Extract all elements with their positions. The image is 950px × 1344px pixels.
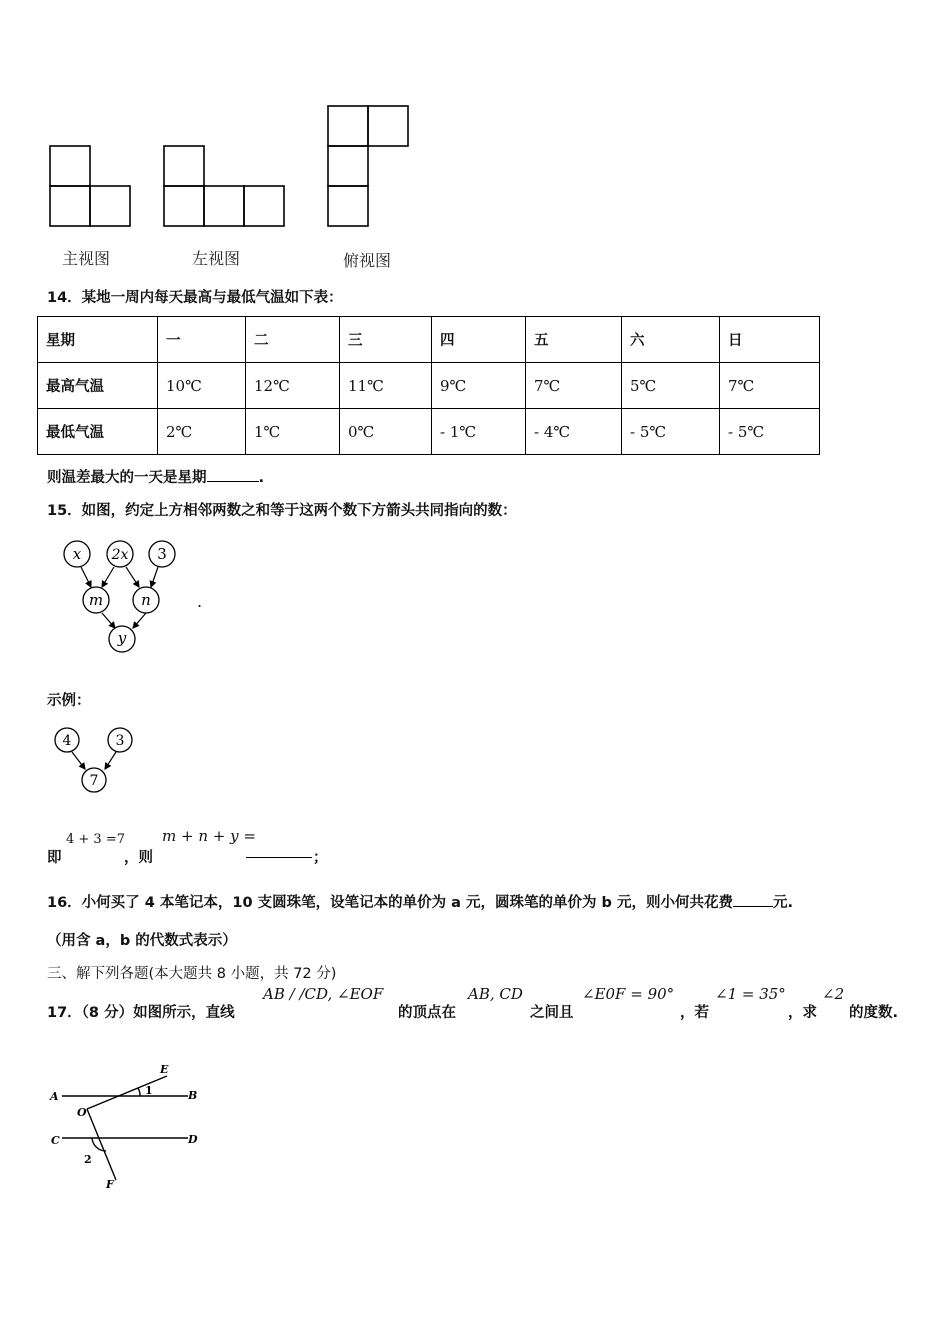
table-cell: 1℃ xyxy=(246,409,340,455)
table-cell: 5℃ xyxy=(622,363,720,409)
top-view-square xyxy=(328,146,368,186)
table-header-row xyxy=(38,317,820,363)
example-node-7: 7 xyxy=(89,773,99,789)
q17-math-angle-eof: ∠E0F = 90° xyxy=(582,985,675,1003)
q17-math-angle2: ∠2 xyxy=(822,985,845,1003)
q16-note: （用含 a，b 的代数式表示） xyxy=(47,933,237,949)
node-x: x xyxy=(72,545,82,563)
section-title: 三、解下列各题(本大题共 8 小题，共 72 分) xyxy=(47,966,337,982)
q15-ze: ，则 xyxy=(124,850,153,866)
example-node-3: 3 xyxy=(115,733,125,749)
node-m: m xyxy=(88,591,104,609)
example-label: 示例： xyxy=(47,693,91,709)
top-view-square xyxy=(328,186,368,226)
left-view-square xyxy=(244,186,284,226)
table-cell: 五 xyxy=(526,317,622,363)
q15-text: 15．如图，约定上方相邻两数之和等于这两个数下方箭头共同指向的数： xyxy=(47,503,517,519)
left-view-square xyxy=(164,146,204,186)
label-d: D xyxy=(188,1133,198,1146)
table-cell: 9℃ xyxy=(432,363,526,409)
parallel-lines-figure xyxy=(40,1054,220,1204)
q17-text-vertex: 的顶点在 xyxy=(398,1005,456,1021)
q17-math-ab-cd: AB, CD xyxy=(468,985,523,1003)
table-cell: 星期 xyxy=(38,317,158,363)
ray-of xyxy=(87,1109,116,1180)
front-view-square xyxy=(50,186,90,226)
table-cell: 最低气温 xyxy=(38,409,158,455)
example-diagram xyxy=(50,724,140,796)
number-arrow-diagram xyxy=(60,536,190,656)
q15-dot: . xyxy=(197,592,203,611)
table-cell: 11℃ xyxy=(340,363,432,409)
q15-ji: 即 xyxy=(47,850,62,866)
q15-answer-blank[interactable] xyxy=(246,842,312,858)
table-cell: 四 xyxy=(432,317,526,363)
table-cell: 三 xyxy=(340,317,432,363)
front-view-square xyxy=(90,186,130,226)
example-equation: 4 + 3 =7 xyxy=(66,832,125,847)
label-a: A xyxy=(50,1090,59,1103)
q14-answer-suffix: . xyxy=(258,470,265,486)
q16-line xyxy=(47,891,793,912)
q15-end: ； xyxy=(313,850,328,866)
example-node-4: 4 xyxy=(62,733,72,749)
table-row-high xyxy=(38,363,820,409)
label-angle2: 2 xyxy=(84,1153,92,1166)
label-c: C xyxy=(51,1134,60,1147)
q16-suffix: 元. xyxy=(772,895,793,911)
node-y: y xyxy=(117,629,127,647)
label-angle1: 1 xyxy=(145,1084,153,1097)
table-cell: - 1℃ xyxy=(432,409,526,455)
top-view-square xyxy=(368,106,408,146)
top-view-label: 俯视图 xyxy=(343,251,392,270)
table-cell: 7℃ xyxy=(526,363,622,409)
front-view-square xyxy=(50,146,90,186)
table-cell: 二 xyxy=(246,317,340,363)
table-cell: 日 xyxy=(720,317,820,363)
table-cell: 一 xyxy=(158,317,246,363)
table-cell: - 5℃ xyxy=(622,409,720,455)
label-e: E xyxy=(160,1063,169,1076)
table-row-low xyxy=(38,409,820,455)
q17-text-between: 之间且 xyxy=(530,1005,574,1021)
temperature-table xyxy=(37,316,820,455)
front-view-label: 主视图 xyxy=(62,249,111,268)
table-cell: 0℃ xyxy=(340,409,432,455)
node-n: n xyxy=(141,591,151,609)
q17-prefix: 17．（8 分）如图所示，直线 xyxy=(47,1005,235,1021)
node-2x: 2x xyxy=(111,547,129,563)
label-o: O xyxy=(77,1106,87,1119)
angle1-arc xyxy=(138,1088,140,1096)
q16-text: 16．小何买了 4 本笔记本，10 支圆珠笔，设笔记本的单价为 a 元，圆珠笔的单价为 b 元，则小何共花费 xyxy=(47,895,733,911)
label-f: F xyxy=(106,1178,114,1191)
table-cell: - 5℃ xyxy=(720,409,820,455)
table-cell: 六 xyxy=(622,317,720,363)
q14-answer-prefix: 则温差最大的一天是星期 xyxy=(47,470,207,486)
table-cell: 7℃ xyxy=(720,363,820,409)
left-view-label: 左视图 xyxy=(192,249,241,268)
q14-text: 14．某地一周内每天最高与最低气温如下表： xyxy=(47,290,343,306)
q14-answer-blank[interactable] xyxy=(207,481,259,482)
left-view-square xyxy=(164,186,204,226)
q17-math-angle1: ∠1 = 35° xyxy=(715,985,786,1003)
q17-math-ab-cd-angle: AB / /CD, ∠EOF xyxy=(263,985,384,1003)
node-3: 3 xyxy=(157,545,167,563)
table-cell: 2℃ xyxy=(158,409,246,455)
table-cell: 12℃ xyxy=(246,363,340,409)
table-cell: 最高气温 xyxy=(38,363,158,409)
table-cell: 10℃ xyxy=(158,363,246,409)
label-b: B xyxy=(188,1089,198,1102)
q17-text-if: ，若 xyxy=(680,1005,709,1021)
q17-text-degree: 的度数. xyxy=(849,1005,899,1021)
table-cell: - 4℃ xyxy=(526,409,622,455)
q15-expression: m + n + y = xyxy=(162,827,256,845)
q14-answer-line xyxy=(47,466,264,487)
left-view-square xyxy=(204,186,244,226)
ray-oe xyxy=(87,1076,167,1109)
three-view-drawings xyxy=(40,100,430,235)
top-view-square xyxy=(328,106,368,146)
q16-answer-blank[interactable] xyxy=(733,906,773,907)
q17-text-find: ，求 xyxy=(788,1005,817,1021)
